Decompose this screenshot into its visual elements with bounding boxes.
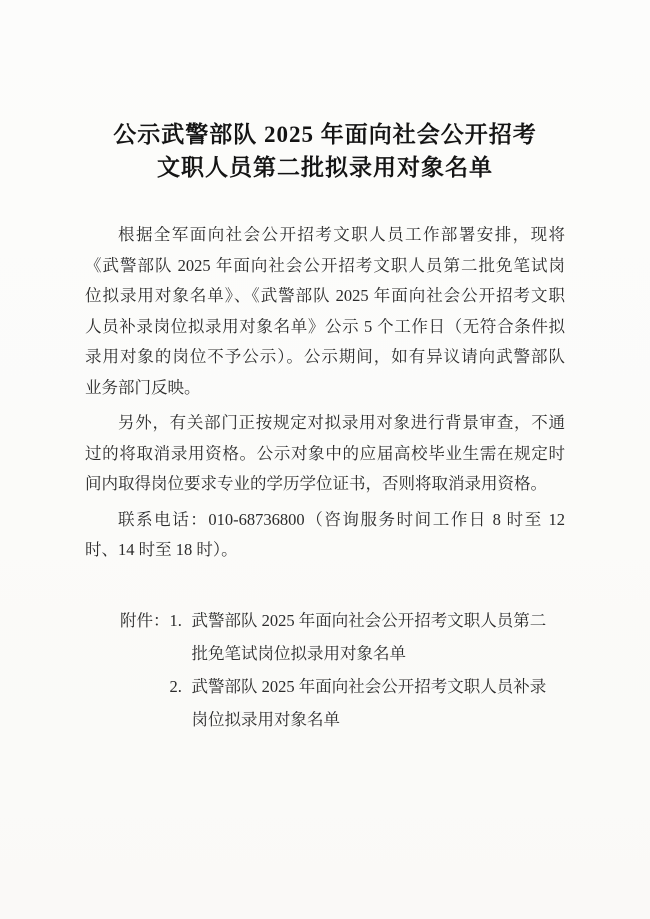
paragraph-line: 录用对象的岗位不予公示）。公示期间，如有异议请向武警部队 <box>85 347 565 366</box>
paragraph-line: 根据全军面向社会公开招考文职人员工作部署安排，现将 <box>118 225 565 244</box>
attachment-text <box>192 604 547 670</box>
paragraph-line: 时、14 时至 18 时）。 <box>85 540 238 559</box>
attachment-item <box>170 604 547 670</box>
attachment-number: 2. <box>169 676 182 696</box>
attachments-section <box>120 604 650 736</box>
attachment-number: 1. <box>169 610 182 630</box>
paragraph-line: 位拟录用对象名单》、《武警部队 2025 年面向社会公开招考文职 <box>85 286 565 305</box>
title-line: 公示武警部队 2025 年面向社会公开招考 <box>113 122 537 147</box>
attachment-line: 武警部队 2025 年面向社会公开招考文职人员补录 <box>191 676 547 696</box>
paragraph-line: 《武警部队 2025 年面向社会公开招考文职人员第二批免笔试岗 <box>85 255 565 275</box>
attachments-label: 附件： <box>120 610 170 630</box>
paragraph-line: 过的将取消录用资格。公示对象中的应届高校毕业生需在规定时 <box>85 443 565 463</box>
attachment-text <box>192 670 547 736</box>
paragraph-line: 人员补录岗位拟录用对象名单》公示 5 个工作日（无符合条件拟 <box>85 316 565 336</box>
paragraph-line: 间内取得岗位要求专业的学历学位证书，否则将取消录用资格。 <box>85 474 547 493</box>
body-paragraph <box>85 408 565 500</box>
attachment-line: 批免笔试岗位拟录用对象名单 <box>191 643 406 663</box>
doc-title <box>0 0 650 184</box>
attachment-item <box>170 670 547 736</box>
attachment-line: 岗位拟录用对象名单 <box>191 709 340 729</box>
document-body <box>85 220 565 566</box>
body-paragraph <box>85 220 565 403</box>
attachment-line: 武警部队 2025 年面向社会公开招考文职人员第二 <box>191 610 547 630</box>
attachments-list <box>170 604 547 736</box>
title-line: 文职人员第二批拟录用对象名单 <box>157 155 493 180</box>
paragraph-line: 联系电话：010-68736800（咨询服务时间工作日 8 时至 12 <box>118 509 565 529</box>
paragraph-line: 另外，有关部门正按规定对拟录用对象进行背景审查，不通 <box>118 413 565 432</box>
paragraph-line: 业务部门反映。 <box>85 377 201 397</box>
body-paragraph <box>85 505 565 566</box>
